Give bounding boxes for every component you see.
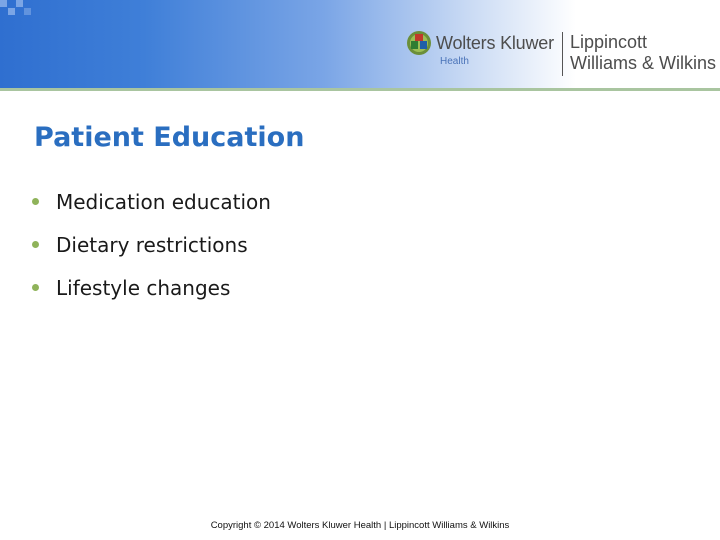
logo-health-text: Health (440, 56, 469, 67)
bullet-list (30, 187, 271, 316)
bullet-text: Medication education (56, 190, 271, 214)
slide-title: Patient Education (34, 122, 305, 153)
bullet-text: Lifestyle changes (56, 276, 231, 300)
logo-publisher-text: Wolters Kluwer (436, 33, 554, 53)
bullet-dot-icon (32, 284, 39, 291)
footer (0, 520, 720, 531)
copyright-text: Copyright © 2014 Wolters Kluwer Health | Lippincott Williams & Wilkins (210, 520, 510, 531)
logo-imprint-text (570, 32, 716, 74)
logo-imprint-line2: Williams & Wilkins (570, 53, 716, 73)
bullet-item (30, 230, 271, 273)
header-divider (0, 88, 720, 91)
logo-imprint-line1: Lippincott (570, 32, 648, 52)
publisher-logo (406, 28, 716, 80)
bullet-dot-icon (32, 241, 39, 248)
decorative-squares (0, 0, 40, 20)
wolters-kluwer-logo-icon (406, 30, 432, 56)
bullet-dot-icon (32, 198, 39, 205)
bullet-text: Dietary restrictions (56, 233, 248, 257)
bullet-item (30, 187, 271, 230)
logo-divider (562, 32, 563, 76)
bullet-item (30, 273, 271, 316)
